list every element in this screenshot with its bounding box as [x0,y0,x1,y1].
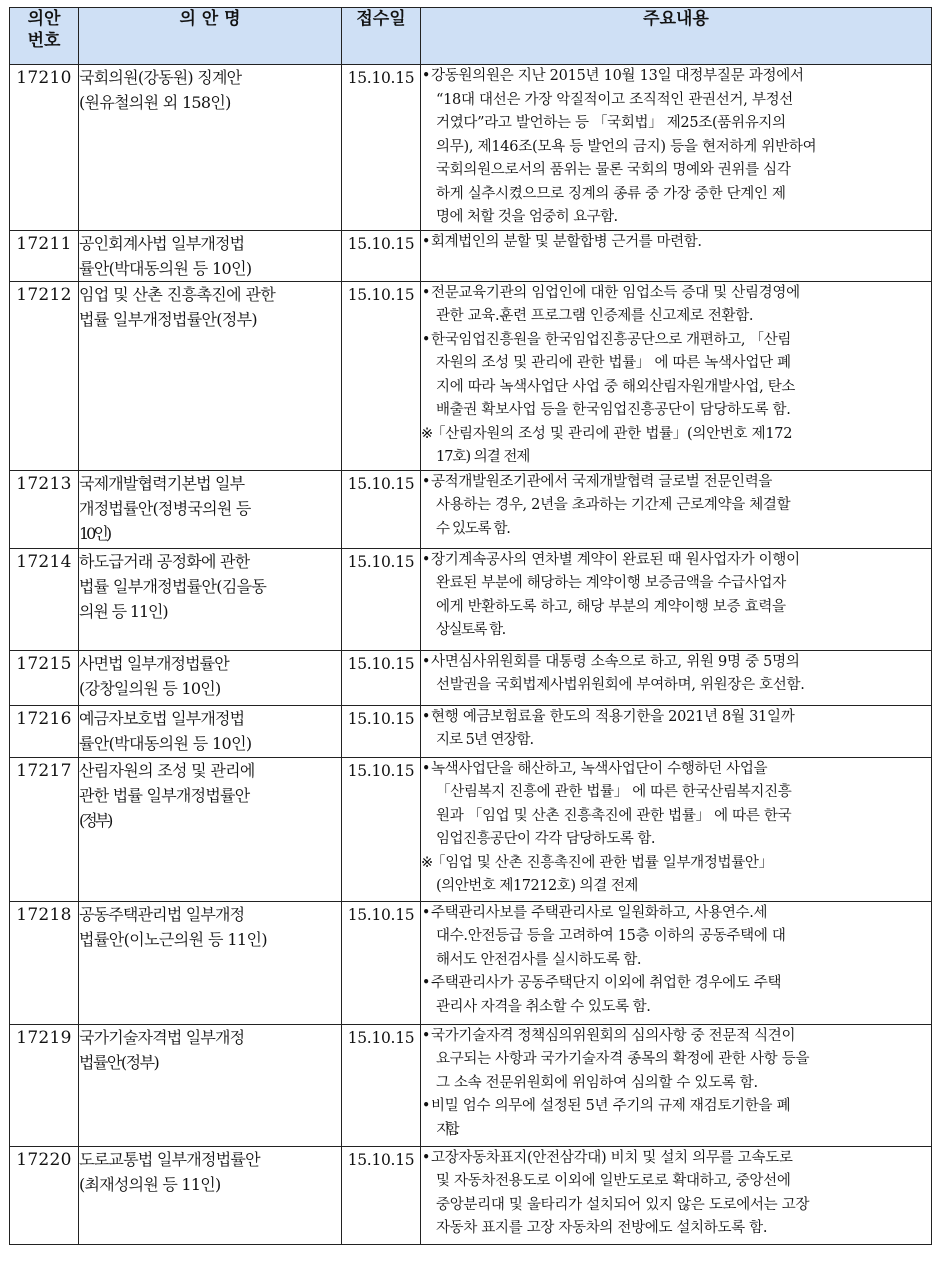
summary-line [421,1170,931,1194]
bullet-mark: • [421,760,431,777]
bullet-mark: • [421,653,431,670]
summary-text: 국회의원으로서의 품위는 물론 국회의 명예와 권위를 심각 [436,162,791,178]
summary-line [421,572,931,596]
main-content [421,548,932,650]
summary-line [421,729,931,753]
main-content [421,470,932,548]
bill-number: 17219 [10,1024,79,1146]
summary-text: 지함. [436,1121,456,1138]
bill-name-line: (원유철의원 외 158인) [79,93,231,112]
summary-line [421,875,931,899]
summary-item [421,471,931,542]
summary-text: 원과 「임업 및 산촌 진흥촉진에 관한 법률」 에 따른 한국 [436,807,792,824]
main-content [421,1146,932,1244]
main-content [421,901,932,1024]
bill-name-line: 산림자원의 조성 및 관리에 [79,760,255,780]
bill-number: 17212 [10,281,79,470]
bill-name-line: 예금자보호법 일부개정법 [79,708,245,728]
summary-line [421,1025,931,1049]
summary-line [421,446,931,470]
bill-name-line: 도로교통법 일부개정법률안 [79,1149,260,1169]
table-header-row [10,8,932,65]
bill-number: 17220 [10,1146,79,1244]
summary-text: 관리사 자격을 취소할 수 있도록 함. [436,998,651,1015]
note-mark: ※ [421,854,433,871]
summary-item [421,282,931,329]
summary-text: 대수.안전등급 등을 고려하여 15층 이하의 공동주택에 대 [436,928,786,944]
summary-text: 임업진흥공단이 각각 담당하도록 함. [436,831,656,847]
main-content [421,757,932,901]
summary-line [421,1194,931,1218]
bill-name [79,705,342,757]
summary-item [421,706,931,753]
summary-text: 자원의 조성 및 관리에 관한 법률」 에 따른 녹색사업단 폐 [436,355,791,371]
main-content [421,281,932,470]
summary-item [421,423,931,470]
summary-text: 지에 따라 녹색사업단 사업 중 해외산림자원개발사업, 탄소 [436,378,796,395]
summary-text: 사용하는 경우, 2년을 초과하는 기간제 근로계약을 체결할 [436,497,791,513]
summary-item [421,549,931,643]
main-content [421,65,932,231]
table-row [10,65,932,231]
summary-text: 배출권 확보사업 등을 한국임업진흥공단이 담당하도록 함. [436,402,791,418]
table-row [10,757,932,901]
summary-text: 장기계속공사의 연차별 계약이 완료된 때 원사업자가 이행이 [431,551,800,568]
summary-text: (의안번호 제17212호) 의결 전제 [436,878,638,894]
summary-line [421,828,931,852]
bill-name [79,1024,342,1146]
summary-line [421,949,931,973]
bill-name-line: 관한 법률 일부개정법률안 [79,785,250,805]
summary-line [421,1147,931,1171]
summary-text: 에게 반환하도록 하고, 해당 부분의 계약이행 보증 효력을 [436,598,786,615]
header-received-date: 접수일 [342,8,421,65]
summary-text: 「산림자원의 조성 및 관리에 관한 법률」(의안번호 제172 [431,425,793,442]
summary-line [421,1072,931,1096]
summary-line [421,852,931,876]
bill-name-line: 10인) [79,523,110,543]
bill-name-line: 법률안(이노근의원 등 11인) [79,929,267,949]
summary-line [421,471,931,495]
header-bill-number-line: 번호 [27,31,61,51]
summary-line [421,159,931,183]
table-row [10,281,932,470]
summary-text: 상실토록 함. [436,622,505,638]
bullet-mark: • [421,284,431,301]
summary-text: 「임업 및 산촌 진흥촉진에 관한 법률 일부개정법률안」 [431,854,773,871]
summary-text: 전문교육기관의 임업인에 대한 임업소득 증대 및 산림경영에 [431,284,800,301]
summary-text: 의무), 제146조(모욕 등 발언의 금지) 등을 현저하게 위반하여 [436,138,817,155]
received-date: 15.10.15 [342,650,421,705]
bill-name-line: 률안(박대동의원 등 10인) [79,733,252,753]
summary-text: 녹색사업단을 해산하고, 녹색사업단이 수행하던 사업을 [431,760,768,777]
received-date: 15.10.15 [342,757,421,901]
summary-item [421,972,931,1019]
header-main-content: 주요내용 [421,8,932,65]
bill-name-line: 하도급거래 공정화에 관한 [79,551,250,571]
bill-number: 17217 [10,757,79,901]
bill-name-line: 개정법률안(정병국의원 등 [79,498,251,518]
summary-item [421,65,931,230]
summary-line [421,65,931,89]
bullet-mark: • [421,904,431,921]
summary-line [421,183,931,207]
summary-text: “18대 대선은 가장 악질적이고 조직적인 관권선거, 부정선 [436,91,793,108]
summary-item [421,1095,931,1142]
bill-name-line: 국가기술자격법 일부개정 [79,1027,245,1047]
summary-line [421,352,931,376]
summary-text: 요구되는 사항과 국가기술자격 종목의 확정에 관한 사항 등을 [436,1051,810,1067]
table-row [10,470,932,548]
received-date: 15.10.15 [342,901,421,1024]
summary-line [421,136,931,160]
bill-name-line: 공동주택관리법 일부개정 [79,904,245,924]
bullet-mark: • [421,1027,431,1044]
summary-line [421,925,931,949]
summary-line [421,1217,931,1241]
bill-number: 17210 [10,65,79,231]
table-row [10,1146,932,1244]
bill-name [79,757,342,901]
summary-text: 「산림복지 진흥에 관한 법률」 에 따른 한국산림복지진흥 [436,784,792,800]
summary-line [421,596,931,620]
main-content [421,705,932,757]
summary-line [421,972,931,996]
bill-name [79,1146,342,1244]
summary-text: 그 소속 전문위원회에 위임하여 심의할 수 있도록 함. [436,1074,758,1091]
bill-name-line: 임업 및 산촌 진흥촉진에 관한 [79,284,276,304]
summary-line [421,651,931,675]
received-date: 15.10.15 [342,281,421,470]
summary-text: 한국임업진흥원을 한국임업진흥공단으로 개편하고, 「산림 [431,331,792,348]
summary-line [421,376,931,400]
main-content [421,1024,932,1146]
received-date: 15.10.15 [342,1146,421,1244]
summary-item [421,758,931,852]
summary-text: 비밀 엄수 의무에 설정된 5년 주기의 규제 재검토기한을 폐 [431,1098,791,1114]
summary-text: 하게 실추시켰으므로 징계의 종류 중 가장 중한 단계인 제 [436,185,786,202]
header-bill-number-line: 의안 [27,9,61,29]
bill-number: 17214 [10,548,79,650]
summary-line [421,619,931,643]
summary-line [421,902,931,926]
summary-item [421,902,931,973]
received-date: 15.10.15 [342,65,421,231]
summary-item [421,1147,931,1241]
summary-line [421,423,931,447]
summary-text: 중앙분리대 및 울타리가 설치되어 있지 않은 도로에서는 고장 [436,1196,810,1213]
summary-line [421,282,931,306]
summary-line [421,89,931,113]
summary-text: 회계법인의 분할 및 분할합병 근거를 마련함. [431,233,702,250]
header-bill-number [10,8,79,65]
bill-number: 17211 [10,230,79,281]
summary-text: 주택관리사보를 주택관리사로 일원화하고, 사용연수.세 [431,904,768,921]
summary-text: 공적개발원조기관에서 국제개발협력 글로벌 전문인력을 [431,473,773,490]
bill-name-line: 률안(박대동의원 등 10인) [79,258,252,278]
summary-text: 명에 처할 것을 엄중히 요구함. [436,209,618,225]
table-row [10,548,932,650]
summary-line [421,758,931,782]
received-date: 15.10.15 [342,470,421,548]
summary-item [421,852,931,899]
bill-name-line: (최재성의원 등 11인) [79,1174,221,1194]
bill-name [79,230,342,281]
summary-text: 해서도 안전검사를 실시하도록 함. [436,951,641,968]
summary-line [421,781,931,805]
summary-line [421,996,931,1020]
summary-text: 수 있도록 함. [436,520,510,537]
summary-text: 국가기술자격 정책심의위원회의 심의사항 중 전문적 식견이 [431,1027,796,1044]
summary-text: 강동원의원은 지난 2015년 10월 13일 대정부질문 과정에서 [431,68,804,84]
summary-item [421,329,931,423]
summary-text: 관한 교육.훈련 프로그램 인증제를 신고제로 전환함. [436,308,754,324]
summary-text: 완료된 부분에 해당하는 계약이행 보증금액을 수급사업자 [436,575,786,591]
table-row [10,650,932,705]
table-row [10,1024,932,1146]
bill-name-line: 법률 일부개정법률안(김을동 [79,576,267,596]
bill-name [79,470,342,548]
table-row [10,901,932,1024]
bill-number: 17216 [10,705,79,757]
summary-line [421,674,931,698]
summary-text: 17호) 의결 전제 [436,449,530,465]
bullet-mark: • [421,68,431,84]
summary-line [421,399,931,423]
summary-text: 거였다”라고 발언하는 등 「국회법」 제25조(품위유지의 [436,115,786,131]
summary-line [421,329,931,353]
received-date: 15.10.15 [342,1024,421,1146]
bullet-mark: • [421,708,431,725]
summary-item [421,651,931,698]
bill-name [79,281,342,470]
bill-name-line: (강창일의원 등 10인) [79,678,221,698]
summary-line [421,305,931,329]
received-date: 15.10.15 [342,548,421,650]
summary-text: 사면심사위원회를 대통령 소속으로 하고, 위원 9명 중 5명의 [431,653,800,670]
bullet-mark: • [421,1149,431,1166]
summary-line [421,494,931,518]
summary-line [421,206,931,230]
table-row [10,705,932,757]
summary-line [421,706,931,730]
bullet-mark: • [421,1098,431,1114]
bill-name-line: 사면법 일부개정법률안 [79,653,229,673]
bill-name-line: 국회의원(강동원) 징계안 [79,68,242,87]
bill-name-line: 법률 일부개정법률안(정부) [79,309,257,329]
bill-number: 17215 [10,650,79,705]
header-bill-name: 의 안 명 [79,8,342,65]
bullet-mark: • [421,473,431,490]
table-row [10,230,932,281]
summary-text: 지로 5년 연장함. [436,732,534,748]
bullet-mark: • [421,331,431,348]
summary-text: 및 자동차전용도로 이외에 일반도로로 확대하고, 중앙선에 [436,1173,791,1189]
summary-text: 자동차 표지를 고장 자동차의 전방에도 설치하도록 함. [436,1220,768,1236]
bill-number: 17218 [10,901,79,1024]
received-date: 15.10.15 [342,230,421,281]
bill-name [79,650,342,705]
bullet-mark: • [421,233,431,250]
bullet-mark: • [421,975,431,991]
bill-number: 17213 [10,470,79,548]
summary-line [421,112,931,136]
bill-name-line: 의원 등 11인) [79,601,168,621]
bill-name-line: (정부) [79,810,111,830]
bill-table [9,7,932,1245]
received-date: 15.10.15 [342,705,421,757]
summary-text: 현행 예금보험료율 한도의 적용기한을 2021년 8월 31일까 [431,708,795,725]
main-content [421,650,932,705]
summary-line [421,549,931,573]
summary-item [421,231,931,255]
bill-name [79,901,342,1024]
note-mark: ※ [421,425,433,442]
summary-text: 고장자동차표지(안전삼각대) 비치 및 설치 의무를 고속도로 [431,1149,793,1166]
bill-name-line: 국제개발협력기본법 일부 [79,473,245,493]
bill-name-line: 법률안(정부) [79,1052,159,1072]
bill-name [79,65,342,231]
summary-text: 주택관리사가 공동주택단지 이외에 취업한 경우에도 주택 [431,975,782,991]
bill-name [79,548,342,650]
summary-line [421,1048,931,1072]
bullet-mark: • [421,551,431,568]
summary-line [421,518,931,542]
summary-line [421,1095,931,1119]
bill-name-line: 공인회계사법 일부개정법 [79,233,245,253]
summary-line [421,805,931,829]
summary-text: 선발권을 국회법제사법위원회에 부여하며, 위원장은 호선함. [436,677,805,693]
summary-item [421,1025,931,1096]
summary-line [421,231,931,255]
summary-line [421,1119,931,1143]
main-content [421,230,932,281]
